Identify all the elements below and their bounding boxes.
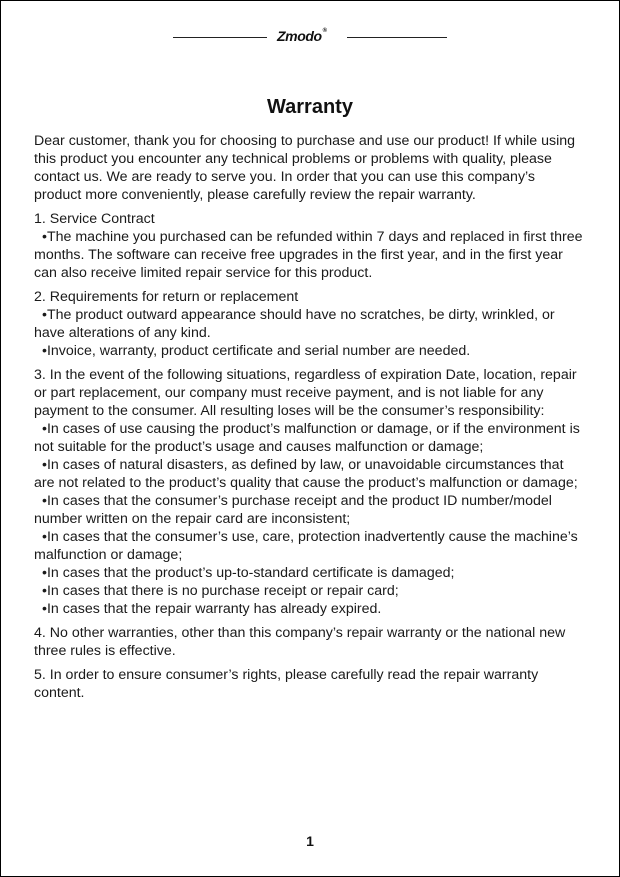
- section-consumer-rights: [34, 666, 586, 702]
- bullet-item: •In cases that the repair warranty has already expired.: [42, 601, 382, 617]
- section-heading: 3. In the event of the following situations, regardless of expiration Date, location, repair or part replacement, our company must receive payment, and is not liable for any payment to the consumer. All resulting loses will be the consumer’s responsibility:: [34, 367, 577, 419]
- bullet-item: •In cases of natural disasters, as defined by law, or unavoidable circumstances that are not related to the product’s quality that cause the product’s malfunction or damage;: [34, 457, 578, 491]
- zmodo-logo: [277, 28, 327, 44]
- bullet-item: •The machine you purchased can be refunded within 7 days and replaced in first three months. The software can receive free upgrades in the first year, and in the first year can also receive limited repair service for this product.: [34, 229, 583, 281]
- bullet-item: •In cases of use causing the product’s malfunction or damage, or if the environment is not suitable for the product’s usage and causes malfunction or damage;: [34, 421, 580, 455]
- section-other-warranties: [34, 624, 586, 660]
- page-number: 1: [306, 833, 314, 849]
- page-header: [1, 27, 619, 47]
- section-heading: 1. Service Contract: [34, 211, 155, 227]
- section-exclusions: [34, 366, 586, 618]
- bullet-item: •In cases that the consumer’s purchase receipt and the product ID number/model number written on the repair card are inconsistent;: [34, 493, 552, 527]
- section-heading: 4. No other warranties, other than this company’s repair warranty or the national new three rules is effective.: [34, 625, 566, 659]
- bullet-item: •In cases that the product’s up-to-standard certificate is damaged;: [42, 565, 455, 581]
- section-service-contract: [34, 210, 586, 282]
- page-title: Warranty: [267, 96, 353, 118]
- registered-mark: ®: [322, 28, 327, 34]
- logo-text: Zmodo: [277, 28, 322, 44]
- bullet-item: •The product outward appearance should have no scratches, be dirty, wrinkled, or have alterations of any kind.: [34, 307, 555, 341]
- intro-paragraph: Dear customer, thank you for choosing to purchase and use our product! If while using this product you encounter any technical problems or problems with quality, please contact us. We are ready to serve you. In order that you can use this company’s product more conveniently, please carefully review the repair warranty.: [34, 133, 576, 203]
- header-rule-right: [347, 37, 447, 38]
- section-requirements: [34, 288, 586, 360]
- warranty-body: [34, 132, 586, 708]
- section-heading: 5. In order to ensure consumer’s rights, please carefully read the repair warranty content.: [34, 667, 539, 701]
- header-rule-left: [173, 37, 267, 38]
- bullet-item: •In cases that there is no purchase receipt or repair card;: [42, 583, 399, 599]
- section-heading: 2. Requirements for return or replacement: [34, 289, 299, 305]
- bullet-item: •In cases that the consumer’s use, care, protection inadvertently cause the machine’s malfunction or damage;: [34, 529, 578, 563]
- bullet-item: •Invoice, warranty, product certificate and serial number are needed.: [42, 343, 471, 359]
